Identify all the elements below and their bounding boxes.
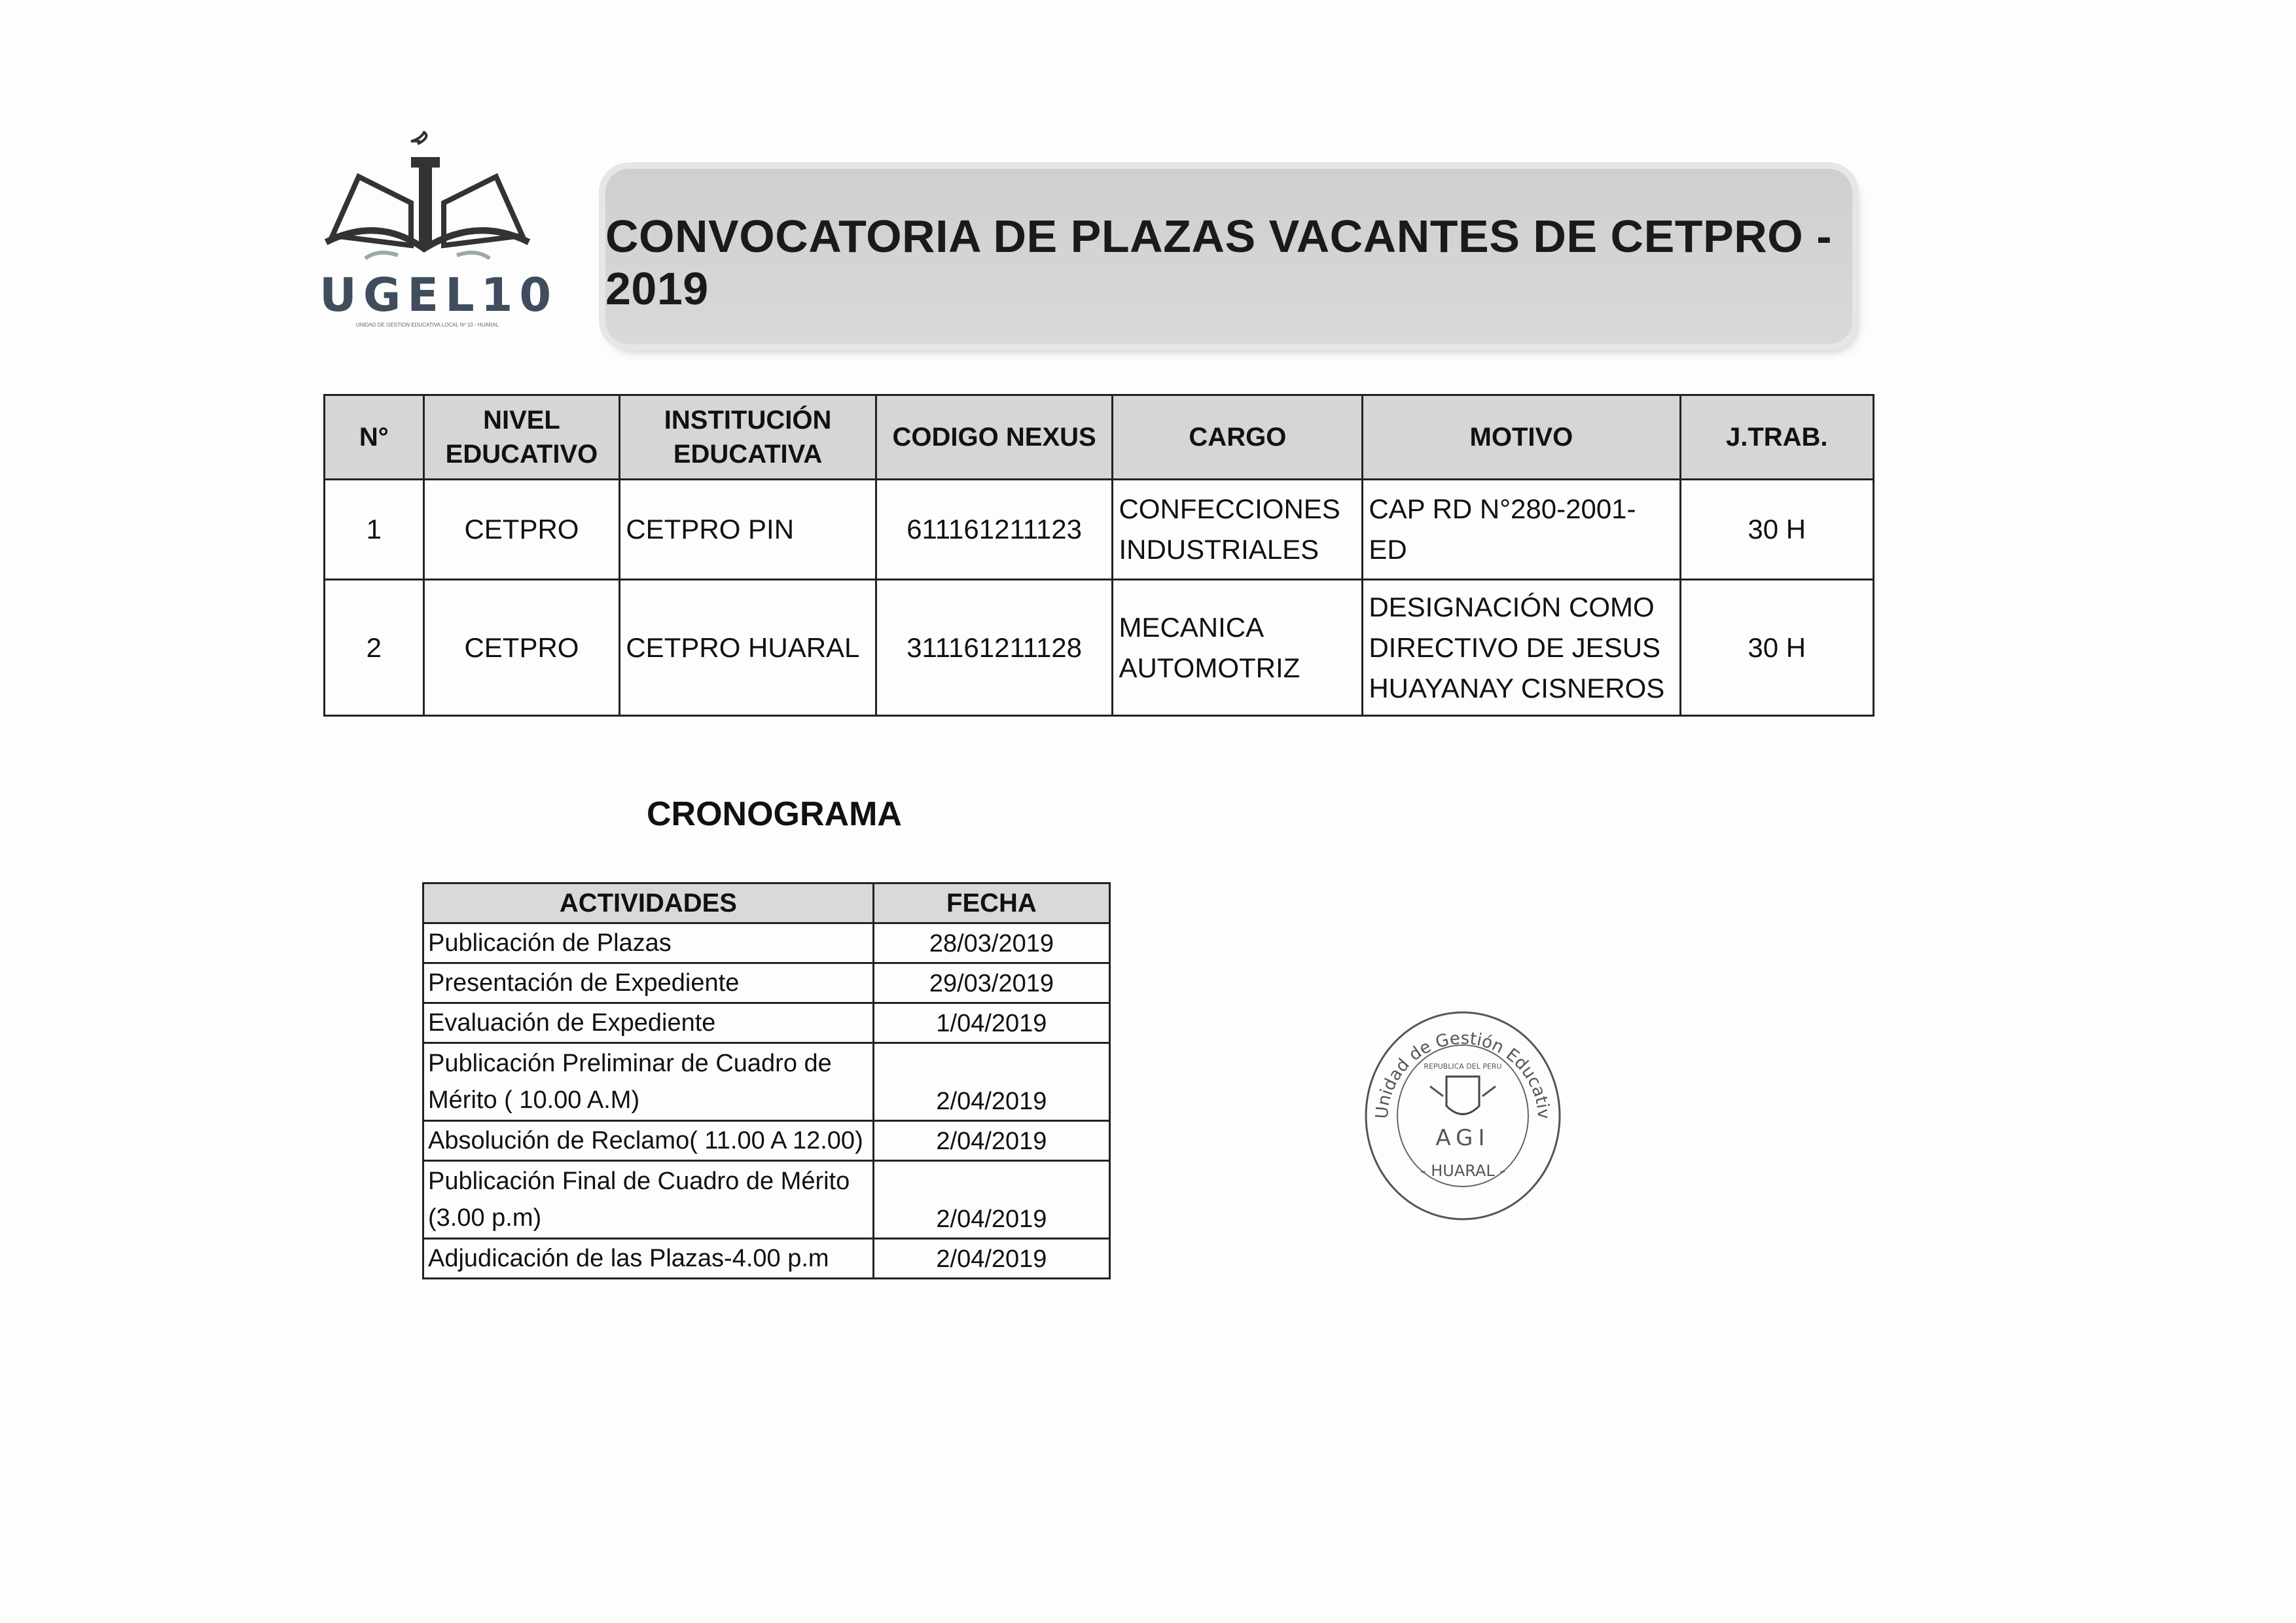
cell-institucion: CETPRO HUARAL xyxy=(620,580,876,716)
schedule-header-row xyxy=(423,883,1110,923)
header-institucion-line2: EDUCATIVA xyxy=(673,440,823,469)
cell-jornada: 30 H xyxy=(1680,480,1874,580)
cell-jornada: 30 H xyxy=(1680,580,1874,716)
cell-cargo xyxy=(1113,480,1363,580)
schedule-row xyxy=(423,1161,1110,1239)
ugel-logo xyxy=(319,131,558,334)
schedule-row xyxy=(423,1003,1110,1043)
cell-actividad: Adjudicación de las Plazas-4.00 p.m xyxy=(423,1239,874,1279)
cargo-line: MECANICA xyxy=(1119,611,1265,643)
schedule-row xyxy=(423,1121,1110,1161)
cell-fecha: 2/04/2019 xyxy=(873,1043,1109,1121)
seal-stamp-icon xyxy=(1361,1005,1564,1221)
cell-cargo xyxy=(1113,580,1363,716)
actividad-line: (3.00 p.m) xyxy=(428,1204,542,1232)
cell-actividad: Absolución de Reclamo( 11.00 A 12.00) xyxy=(423,1121,874,1161)
cell-num: 2 xyxy=(325,580,424,716)
motivo-line: HUAYANAY CISNEROS xyxy=(1369,672,1665,704)
page-title: CONVOCATORIA DE PLAZAS VACANTES DE CETPRO - 2019 xyxy=(605,211,1833,314)
seal-ring-text: Unidad de Gestión Educativ xyxy=(1372,1028,1554,1120)
cronograma-table xyxy=(422,882,1111,1279)
cell-actividad xyxy=(423,1161,874,1239)
header-institucion xyxy=(620,395,876,480)
cell-codigo: 311161211128 xyxy=(876,580,1113,716)
table-header-row xyxy=(325,395,1874,480)
header-num: N° xyxy=(325,395,424,480)
cell-motivo xyxy=(1363,480,1680,580)
cell-actividad: Presentación de Expediente xyxy=(423,963,874,1003)
motivo-line: DESIGNACIÓN COMO xyxy=(1369,591,1655,622)
cargo-line: CONFECCIONES xyxy=(1119,493,1340,524)
seal-center-text: AGI xyxy=(1435,1125,1490,1151)
header-cargo: CARGO xyxy=(1113,395,1363,480)
header-jornada: J.TRAB. xyxy=(1680,395,1874,480)
cell-num: 1 xyxy=(325,480,424,580)
seal-top-text: REPUBLICA DEL PERU xyxy=(1424,1062,1502,1071)
header-motivo: MOTIVO xyxy=(1363,395,1680,480)
actividad-line: Publicación Preliminar de Cuadro de xyxy=(428,1050,832,1077)
seal-bottom-text: - HUARAL - xyxy=(1420,1162,1506,1180)
cell-fecha: 1/04/2019 xyxy=(873,1003,1109,1043)
cargo-line: INDUSTRIALES xyxy=(1119,534,1319,565)
cell-actividad xyxy=(423,1043,874,1121)
cell-nivel: CETPRO xyxy=(423,580,620,716)
title-banner xyxy=(605,169,1852,344)
cell-institucion: CETPRO PIN xyxy=(620,480,876,580)
actividad-line: Publicación Final de Cuadro de Mérito xyxy=(428,1168,850,1195)
header-codigo: CODIGO NEXUS xyxy=(876,395,1113,480)
table-row xyxy=(325,480,1874,580)
header-nivel-line2: EDUCATIVO xyxy=(445,440,598,469)
logo-subtitle: UNIDAD DE GESTION EDUCATIVA LOCAL Nº 10 - HUARAL xyxy=(355,322,499,328)
actividad-line: Mérito ( 10.00 A.M) xyxy=(428,1086,640,1114)
header-institucion-line1: INSTITUCIÓN xyxy=(664,406,832,435)
motivo-line: CAP RD N°280-2001-ED xyxy=(1369,493,1636,565)
cell-fecha: 2/04/2019 xyxy=(873,1161,1109,1239)
cell-motivo xyxy=(1363,580,1680,716)
schedule-row xyxy=(423,923,1110,963)
logo-text: UGEL10 xyxy=(319,268,558,322)
header-actividad: ACTIVIDADES xyxy=(423,883,874,923)
official-seal xyxy=(1361,1005,1564,1221)
book-torch-icon xyxy=(319,131,535,268)
cell-fecha: 29/03/2019 xyxy=(873,963,1109,1003)
header-nivel xyxy=(423,395,620,480)
vacancies-table xyxy=(323,394,1874,717)
cell-fecha: 2/04/2019 xyxy=(873,1239,1109,1279)
header-fecha: FECHA xyxy=(873,883,1109,923)
table-row xyxy=(325,580,1874,716)
header-nivel-line1: NIVEL xyxy=(483,406,560,435)
schedule-row xyxy=(423,1239,1110,1279)
schedule-row xyxy=(423,1043,1110,1121)
cargo-line: AUTOMOTRIZ xyxy=(1119,652,1300,683)
cell-codigo: 611161211123 xyxy=(876,480,1113,580)
schedule-row xyxy=(423,963,1110,1003)
cell-fecha: 2/04/2019 xyxy=(873,1121,1109,1161)
cell-nivel: CETPRO xyxy=(423,480,620,580)
cell-fecha: 28/03/2019 xyxy=(873,923,1109,963)
cell-actividad: Evaluación de Expediente xyxy=(423,1003,874,1043)
cell-actividad: Publicación de Plazas xyxy=(423,923,874,963)
cronograma-title: CRONOGRAMA xyxy=(647,795,902,833)
motivo-line: DIRECTIVO DE JESUS xyxy=(1369,632,1661,663)
